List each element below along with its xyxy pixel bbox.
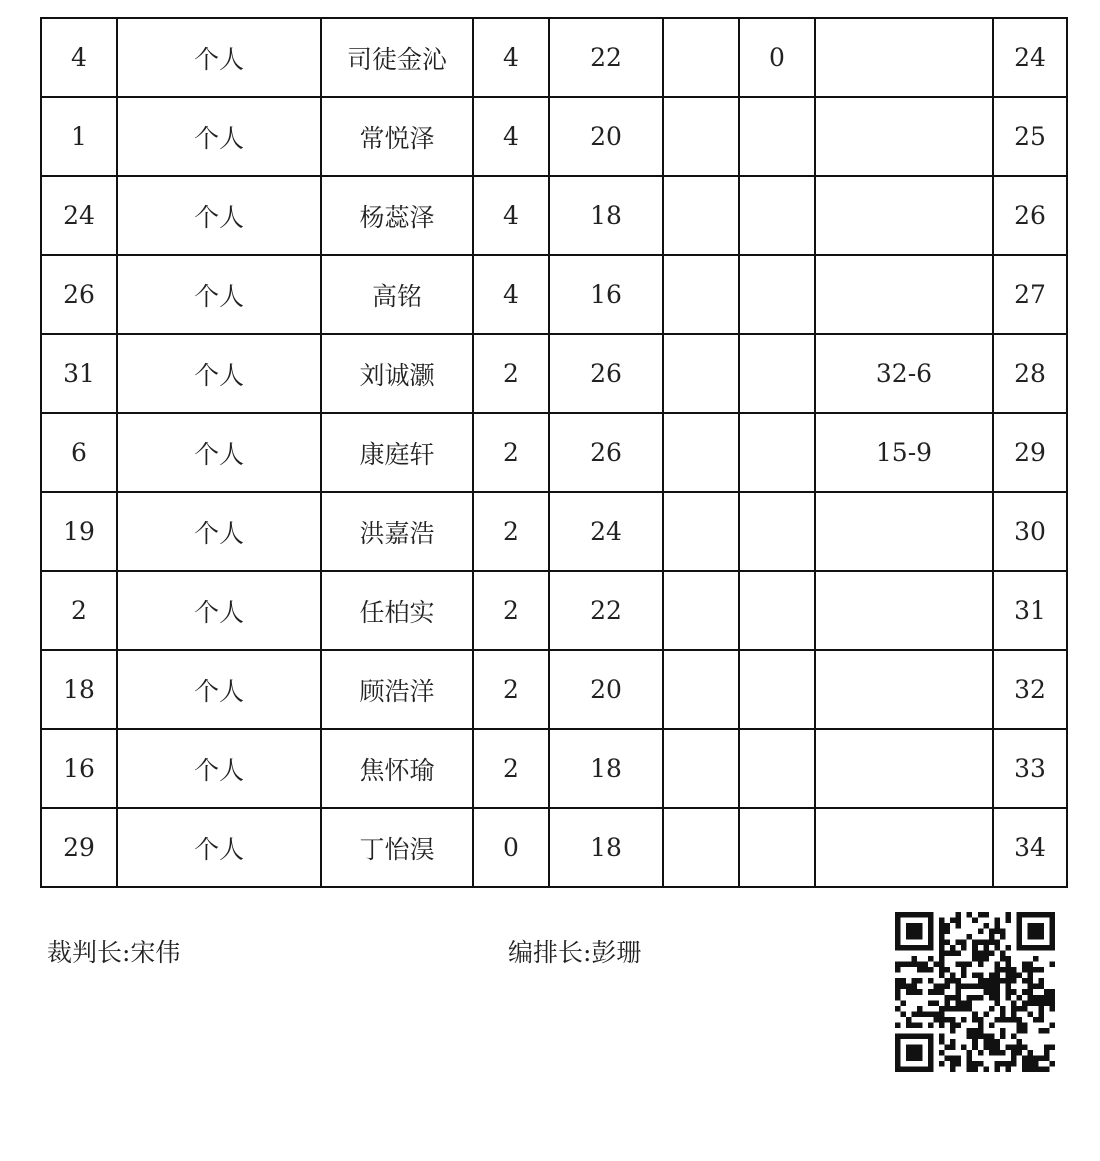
cell-pairing-no: 6 [41,413,117,492]
cell-tiebreak-3 [739,729,815,808]
table-row [41,334,1067,413]
table-row [41,97,1067,176]
table-row [41,18,1067,97]
cell-type: 个人 [117,729,321,808]
table-row [41,255,1067,334]
cell-tiebreak-3 [739,492,815,571]
table-row [41,492,1067,571]
cell-tiebreak-2 [663,571,739,650]
cell-tiebreak-1: 16 [549,255,663,334]
cell-tiebreak-4 [815,97,993,176]
cell-name: 司徒金沁 [321,18,473,97]
cell-tiebreak-2 [663,18,739,97]
cell-tiebreak-2 [663,255,739,334]
results-table-body [41,18,1067,887]
cell-tiebreak-2 [663,729,739,808]
cell-score: 4 [473,255,549,334]
cell-tiebreak-1: 20 [549,97,663,176]
cell-tiebreak-3: 0 [739,18,815,97]
cell-tiebreak-3 [739,413,815,492]
cell-score: 4 [473,176,549,255]
cell-type: 个人 [117,97,321,176]
cell-tiebreak-2 [663,650,739,729]
cell-rank: 30 [993,492,1067,571]
cell-rank: 29 [993,413,1067,492]
cell-tiebreak-4: 15-9 [815,413,993,492]
cell-tiebreak-1: 26 [549,413,663,492]
cell-rank: 28 [993,334,1067,413]
cell-tiebreak-4 [815,492,993,571]
cell-rank: 31 [993,571,1067,650]
table-row [41,650,1067,729]
cell-tiebreak-3 [739,650,815,729]
cell-tiebreak-3 [739,176,815,255]
table-row [41,808,1067,887]
cell-tiebreak-2 [663,413,739,492]
cell-pairing-no: 2 [41,571,117,650]
cell-name: 康庭轩 [321,413,473,492]
cell-score: 2 [473,571,549,650]
cell-pairing-no: 31 [41,334,117,413]
chief-arbiter-label: 编排长:彭珊 [508,938,642,967]
cell-tiebreak-2 [663,492,739,571]
cell-tiebreak-1: 18 [549,808,663,887]
cell-tiebreak-4 [815,176,993,255]
cell-score: 2 [473,413,549,492]
cell-type: 个人 [117,492,321,571]
cell-rank: 25 [993,97,1067,176]
qr-code-icon [895,912,1055,1072]
cell-score: 4 [473,97,549,176]
cell-type: 个人 [117,18,321,97]
cell-name: 任柏实 [321,571,473,650]
cell-score: 2 [473,334,549,413]
table-row [41,413,1067,492]
cell-name: 杨蕊泽 [321,176,473,255]
cell-score: 2 [473,650,549,729]
cell-tiebreak-3 [739,334,815,413]
cell-score: 2 [473,729,549,808]
cell-tiebreak-4 [815,650,993,729]
cell-tiebreak-3 [739,571,815,650]
table-row [41,176,1067,255]
cell-type: 个人 [117,808,321,887]
table-row [41,571,1067,650]
cell-pairing-no: 24 [41,176,117,255]
cell-type: 个人 [117,255,321,334]
cell-tiebreak-3 [739,97,815,176]
cell-name: 常悦泽 [321,97,473,176]
cell-tiebreak-1: 18 [549,729,663,808]
cell-score: 2 [473,492,549,571]
cell-tiebreak-4 [815,255,993,334]
cell-tiebreak-3 [739,808,815,887]
cell-tiebreak-4 [815,729,993,808]
cell-tiebreak-2 [663,334,739,413]
cell-rank: 26 [993,176,1067,255]
cell-type: 个人 [117,334,321,413]
cell-type: 个人 [117,650,321,729]
cell-tiebreak-1: 20 [549,650,663,729]
table-row [41,729,1067,808]
cell-tiebreak-1: 26 [549,334,663,413]
cell-rank: 34 [993,808,1067,887]
cell-name: 刘诚灏 [321,334,473,413]
cell-rank: 24 [993,18,1067,97]
cell-tiebreak-4 [815,18,993,97]
results-table [40,17,1068,888]
cell-type: 个人 [117,413,321,492]
cell-pairing-no: 18 [41,650,117,729]
cell-name: 丁怡淏 [321,808,473,887]
cell-tiebreak-3 [739,255,815,334]
cell-tiebreak-1: 22 [549,18,663,97]
cell-tiebreak-2 [663,808,739,887]
cell-pairing-no: 16 [41,729,117,808]
cell-pairing-no: 4 [41,18,117,97]
cell-name: 高铭 [321,255,473,334]
cell-score: 0 [473,808,549,887]
cell-rank: 32 [993,650,1067,729]
cell-tiebreak-4 [815,808,993,887]
cell-tiebreak-1: 24 [549,492,663,571]
cell-name: 焦怀瑜 [321,729,473,808]
cell-tiebreak-2 [663,97,739,176]
cell-tiebreak-2 [663,176,739,255]
cell-pairing-no: 19 [41,492,117,571]
cell-pairing-no: 1 [41,97,117,176]
chief-referee-label: 裁判长:宋伟 [47,938,181,967]
cell-tiebreak-1: 18 [549,176,663,255]
cell-tiebreak-4: 32-6 [815,334,993,413]
cell-rank: 27 [993,255,1067,334]
cell-type: 个人 [117,176,321,255]
cell-tiebreak-1: 22 [549,571,663,650]
cell-type: 个人 [117,571,321,650]
cell-tiebreak-4 [815,571,993,650]
cell-score: 4 [473,18,549,97]
cell-pairing-no: 29 [41,808,117,887]
cell-name: 顾浩洋 [321,650,473,729]
cell-name: 洪嘉浩 [321,492,473,571]
cell-pairing-no: 26 [41,255,117,334]
cell-rank: 33 [993,729,1067,808]
